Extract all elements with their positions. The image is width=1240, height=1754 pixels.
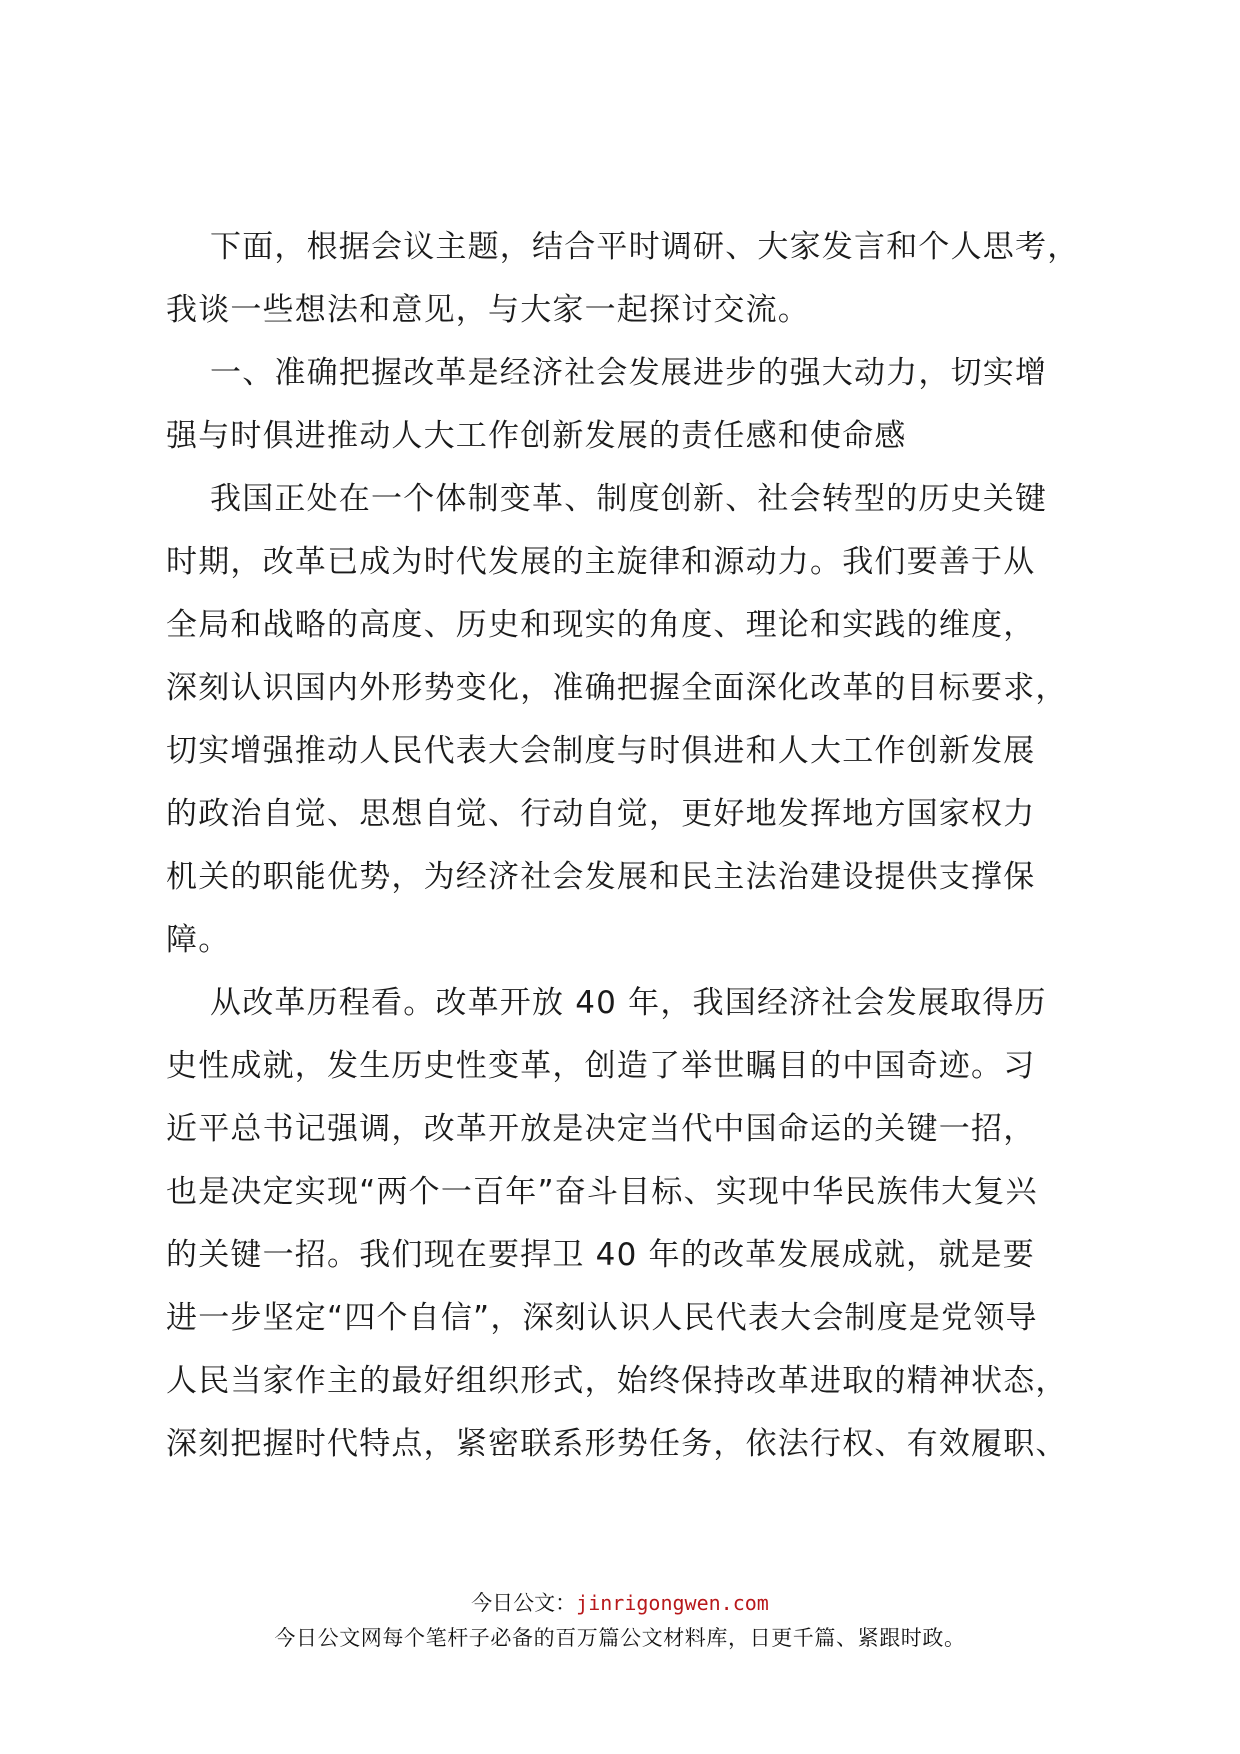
section-heading-line: 一、准确把握改革是经济社会发展进步的强大动力，切实增 (210, 355, 1048, 391)
paragraph-line: 近平总书记强调，改革开放是决定当代中国命运的关键一招， (166, 1111, 1036, 1147)
paragraph-line: 切实增强推动人民代表大会制度与时俱进和人大工作创新发展 (166, 733, 1036, 769)
section-heading-line: 强与时俱进推动人大工作创新发展的责任感和使命感 (166, 418, 907, 454)
paragraph-line: 障。 (166, 922, 231, 958)
footer-site-link[interactable]: jinrigongwen.com (576, 1591, 769, 1615)
paragraph-line: 我国正处在一个体制变革、制度创新、社会转型的历史关键 (210, 481, 1048, 517)
paragraph-line: 人民当家作主的最好组织形式，始终保持改革进取的精神状态， (166, 1363, 1068, 1399)
body-text (166, 216, 1096, 1476)
paragraph-line: 机关的职能优势，为经济社会发展和民主法治建设提供支撑保 (166, 859, 1036, 895)
paragraph-line: 的关键一招。我们现在要捍卫 40 年的改革发展成就，就是要 (166, 1237, 1035, 1273)
paragraph-line: 的政治自觉、思想自觉、行动自觉，更好地发挥地方国家权力 (166, 796, 1036, 832)
paragraph-line: 史性成就，发生历史性变革，创造了举世瞩目的中国奇迹。习 (166, 1048, 1036, 1084)
paragraph-line: 全局和战略的高度、历史和现实的角度、理论和实践的维度， (166, 607, 1036, 643)
paragraph-line: 时期，改革已成为时代发展的主旋律和源动力。我们要善于从 (166, 544, 1036, 580)
paragraph-line: 进一步坚定“四个自信”，深刻认识人民代表大会制度是党领导 (166, 1300, 1038, 1336)
paragraph-line: 深刻把握时代特点，紧密联系形势任务，依法行权、有效履职、 (166, 1426, 1068, 1462)
paragraph-line: 我谈一些想法和意见，与大家一起探讨交流。 (166, 292, 810, 328)
footer-slogan: 今日公文网每个笔杆子必备的百万篇公文材料库，日更千篇、紧跟时政。 (274, 1626, 966, 1650)
paragraph-line: 从改革历程看。改革开放 40 年，我国经济社会发展取得历 (210, 985, 1047, 1021)
paragraph-line: 也是决定实现“两个一百年”奋斗目标、实现中华民族伟大复兴 (166, 1174, 1038, 1210)
footer-site (0, 1587, 1240, 1617)
paragraph-line: 深刻认识国内外形势变化，准确把握全面深化改革的目标要求， (166, 670, 1068, 706)
footer-site-label: 今日公文： (471, 1591, 577, 1615)
paragraph-line: 下面，根据会议主题，结合平时调研、大家发言和个人思考， (210, 229, 1080, 265)
